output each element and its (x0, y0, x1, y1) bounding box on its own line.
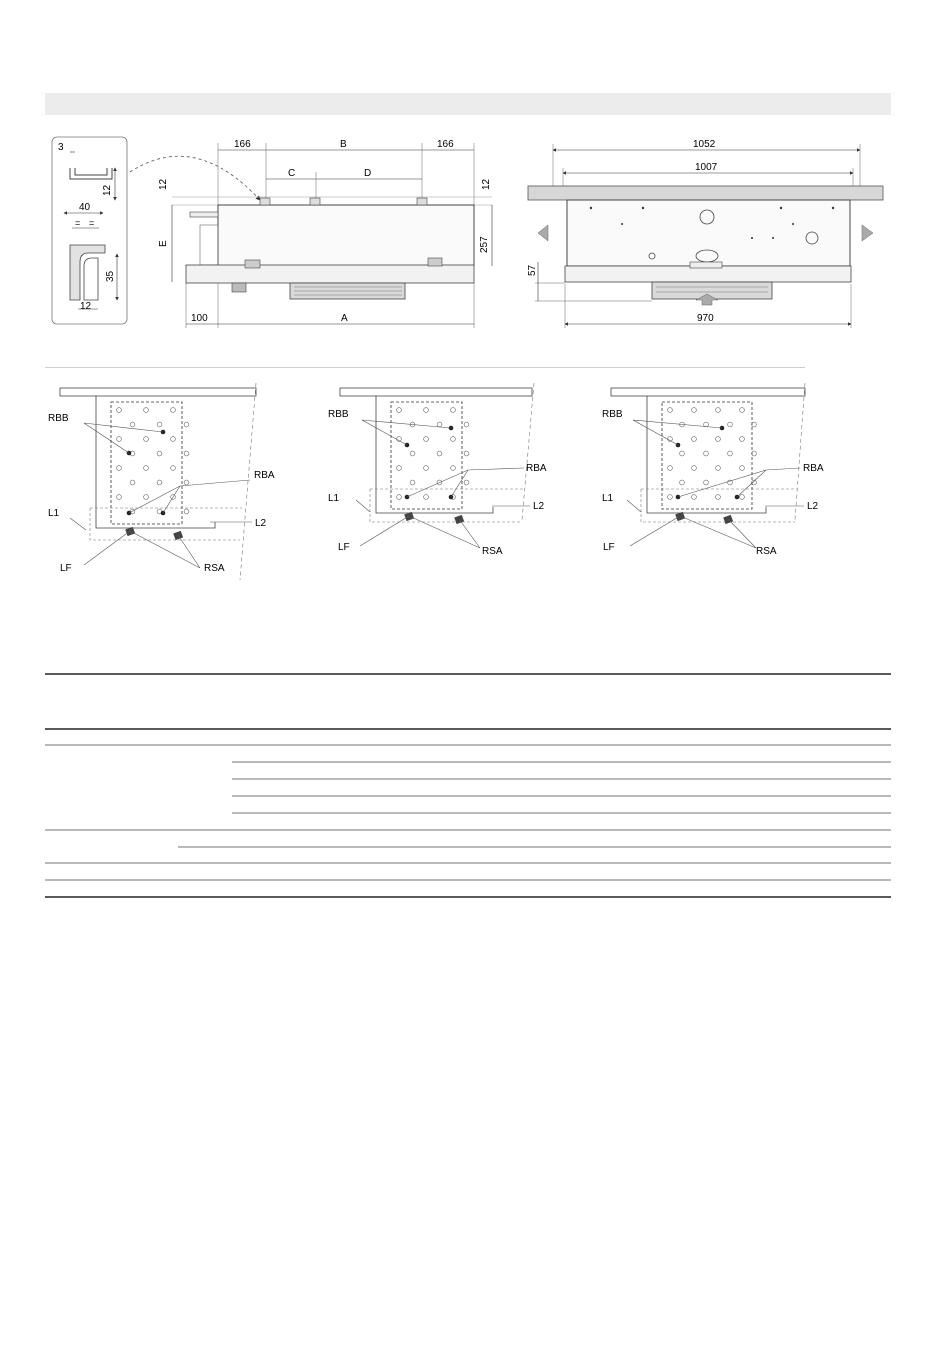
coil-hole (171, 437, 176, 442)
coil-hole (704, 480, 709, 485)
dim-12b-label: 12 (481, 178, 492, 190)
dim-c-label: C (288, 168, 296, 179)
coil-hole (144, 466, 149, 471)
coil-hole (464, 422, 469, 427)
l1-label: L1 (602, 493, 614, 504)
dim-40-label: 40 (79, 202, 91, 213)
dim-12-label: 12 (102, 184, 113, 196)
dim-b-label: B (340, 139, 347, 150)
l2-label: L2 (807, 501, 819, 512)
coil-hole (424, 437, 429, 442)
coil-hole (716, 437, 721, 442)
l2-label: L2 (533, 501, 545, 512)
front-view (527, 139, 883, 328)
dim-3-label: 3 (58, 142, 64, 153)
rsa-label: RSA (756, 546, 777, 557)
coil-hole (144, 437, 149, 442)
rba-label: RBA (254, 470, 275, 481)
coil-hole (424, 466, 429, 471)
coil-hole (451, 437, 456, 442)
coil-hole (668, 408, 673, 413)
coil-hole (130, 480, 135, 485)
coil-hole (464, 451, 469, 456)
coil-hole (424, 495, 429, 500)
coil-hole (692, 495, 697, 500)
connection-detail-1 (48, 383, 275, 580)
coil-hole (716, 408, 721, 413)
coil-hole (716, 466, 721, 471)
dim-166-left-label: 166 (234, 139, 251, 150)
technical-drawings (0, 0, 950, 660)
dim-a-label: A (341, 313, 348, 324)
lf-label: LF (60, 563, 72, 574)
dim-35-label: 35 (105, 270, 116, 282)
coil-hole (680, 451, 685, 456)
coil-hole (668, 495, 673, 500)
detail-callout-arrow (130, 156, 260, 200)
coil-hole (704, 451, 709, 456)
dim-257-label: 257 (479, 236, 490, 253)
coil-hole (184, 422, 189, 427)
coil-hole (397, 466, 402, 471)
coil-hole (464, 480, 469, 485)
coil-hole (171, 466, 176, 471)
dim-d-label: D (364, 168, 372, 179)
coil-hole (680, 480, 685, 485)
coil-hole (130, 422, 135, 427)
coil-hole (117, 437, 122, 442)
coil-hole (424, 408, 429, 413)
lf-label: LF (338, 542, 350, 553)
eq-left-label: = (75, 218, 81, 228)
coil-hole (437, 451, 442, 456)
side-view (158, 139, 492, 328)
coil-hole (410, 480, 415, 485)
coil-hole (692, 408, 697, 413)
coil-hole (716, 495, 721, 500)
rba-label: RBA (803, 463, 824, 474)
airflow-left-icon (538, 225, 548, 241)
dim-166-right-label: 166 (437, 139, 454, 150)
dim-100-label: 100 (191, 313, 208, 324)
coil-hole (144, 495, 149, 500)
coil-hole (184, 480, 189, 485)
coil-hole (437, 422, 442, 427)
coil-hole (157, 480, 162, 485)
coil-hole (692, 437, 697, 442)
coil-hole (184, 451, 189, 456)
rbb-label: RBB (602, 409, 623, 420)
dim-12a-label: 12 (158, 178, 169, 190)
profile-detail (52, 137, 127, 324)
l2-label: L2 (255, 518, 267, 529)
dim-12b-label: 12 (80, 301, 92, 312)
coil-hole (728, 422, 733, 427)
airflow-right-icon (862, 225, 873, 241)
rbb-label: RBB (328, 409, 349, 420)
dim-970-label: 970 (697, 313, 714, 324)
specification-table (45, 673, 891, 899)
l1-label: L1 (48, 508, 60, 519)
coil-hole (692, 466, 697, 471)
coil-hole (410, 451, 415, 456)
coil-hole (171, 408, 176, 413)
eq-right-label: = (89, 218, 95, 228)
dim-1052-label: 1052 (693, 139, 716, 150)
coil-hole (397, 408, 402, 413)
coil-hole (740, 495, 745, 500)
rsa-label: RSA (482, 546, 503, 557)
coil-hole (397, 495, 402, 500)
l1-label: L1 (328, 493, 340, 504)
coil-hole (117, 466, 122, 471)
coil-hole (740, 466, 745, 471)
connection-detail-2 (328, 383, 547, 557)
coil-hole (451, 408, 456, 413)
coil-hole (117, 495, 122, 500)
coil-hole (740, 408, 745, 413)
connection-detail-3 (602, 383, 824, 557)
rbb-label: RBB (48, 413, 69, 424)
coil-hole (668, 466, 673, 471)
rsa-label: RSA (204, 563, 225, 574)
coil-hole (451, 466, 456, 471)
coil-hole (144, 408, 149, 413)
coil-hole (728, 451, 733, 456)
dim-e-label: E (158, 240, 169, 247)
lf-label: LF (603, 542, 615, 553)
dim-57-label: 57 (527, 264, 538, 276)
coil-hole (157, 451, 162, 456)
coil-hole (740, 437, 745, 442)
coil-hole (157, 422, 162, 427)
coil-hole (184, 509, 189, 514)
rba-label: RBA (526, 463, 547, 474)
dim-1007-label: 1007 (695, 162, 718, 173)
coil-hole (117, 408, 122, 413)
